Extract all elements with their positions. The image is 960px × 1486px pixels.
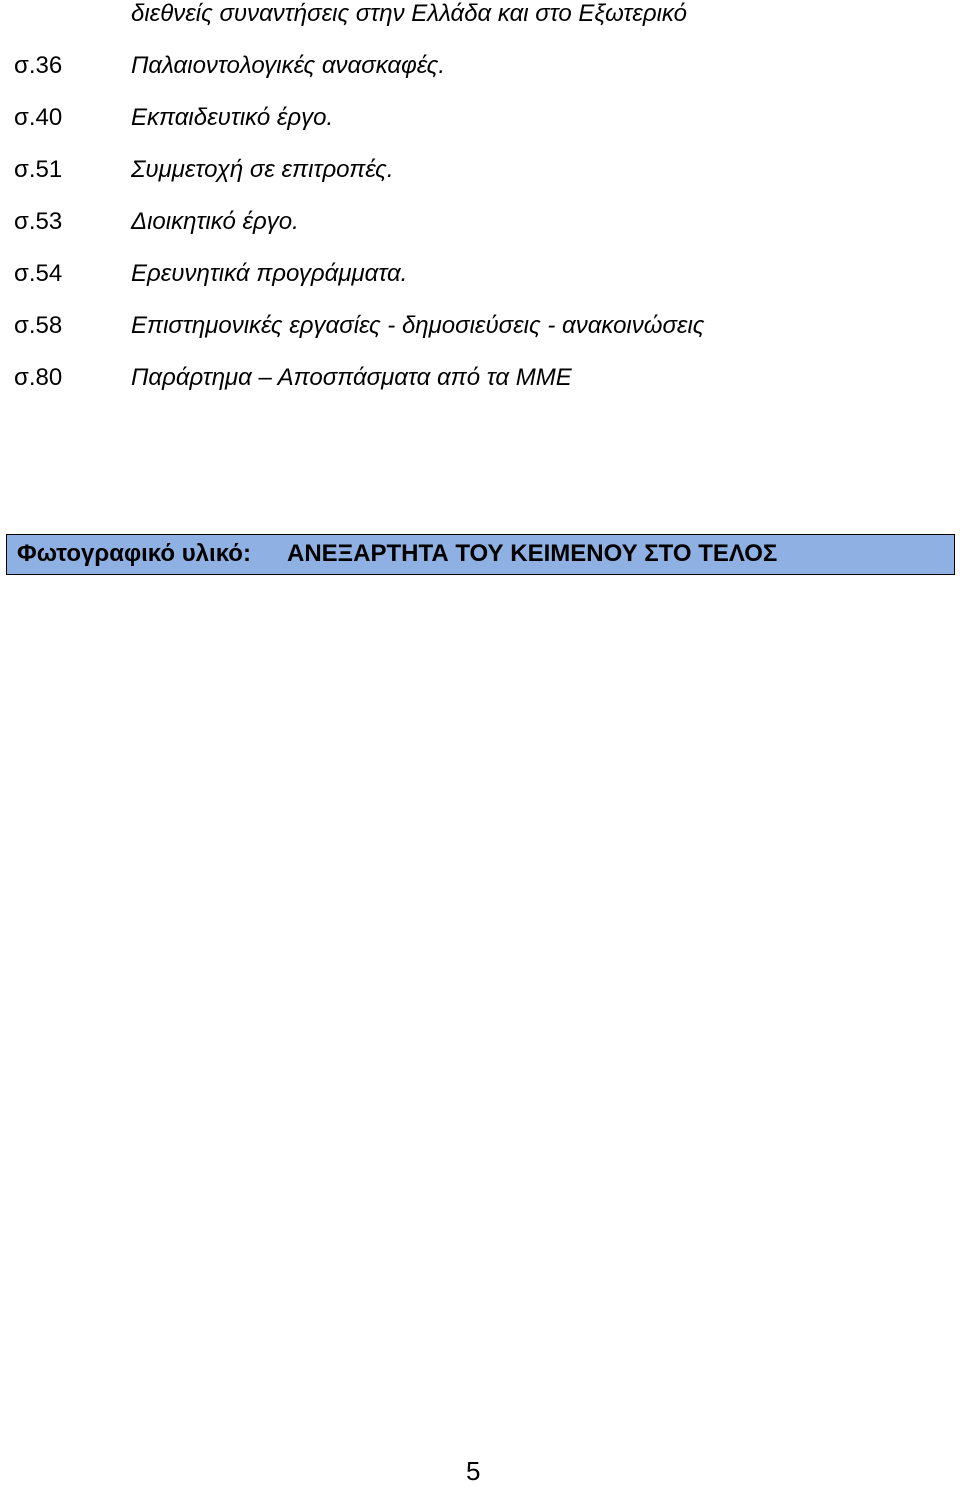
toc-entry: [0, 52, 960, 92]
toc-entry: [0, 312, 960, 352]
toc-entry-title: Παλαιοντολογικές ανασκαφές.: [131, 52, 446, 79]
toc-entry-title: Παράρτημα – Αποσπάσματα από τα ΜΜΕ: [131, 364, 572, 391]
toc-entry-title: Συμμετοχή σε επιτροπές.: [131, 156, 394, 183]
toc-entry: [0, 208, 960, 248]
toc-page-ref: σ.53: [14, 208, 63, 235]
photo-material-banner: [6, 534, 955, 575]
toc-continuation-title: διεθνείς συναντήσεις στην Ελλάδα και στο Εξωτερικό: [131, 0, 687, 27]
toc-entry-title: Διοικητικό έργο.: [131, 208, 299, 235]
photo-material-value: ΑΝΕΞΑΡΤΗΤΑ ΤΟΥ ΚΕΙΜΕΝΟΥ ΣΤΟ ΤΕΛΟΣ: [287, 540, 778, 567]
toc-page-ref: σ.54: [14, 260, 63, 287]
page-number: 5: [466, 1456, 481, 1486]
toc-page-ref: σ.58: [14, 312, 63, 339]
toc-entry: [0, 104, 960, 144]
toc-page-ref: σ.80: [14, 364, 63, 391]
toc-page-ref: σ.40: [14, 104, 63, 131]
toc-page-ref: σ.36: [14, 52, 63, 79]
toc-entry-title: Επιστημονικές εργασίες - δημοσιεύσεις - ανακοινώσεις: [131, 312, 705, 339]
toc-entry-title: Ερευνητικά προγράμματα.: [131, 260, 408, 287]
toc-entry: [0, 156, 960, 196]
toc-entry: [0, 260, 960, 300]
toc-entry: [0, 364, 960, 404]
photo-material-label: Φωτογραφικό υλικό:: [17, 540, 251, 567]
toc-entry-title: Εκπαιδευτικό έργο.: [131, 104, 334, 131]
toc-continuation-row: [0, 0, 960, 40]
toc-page-ref: σ.51: [14, 156, 63, 183]
